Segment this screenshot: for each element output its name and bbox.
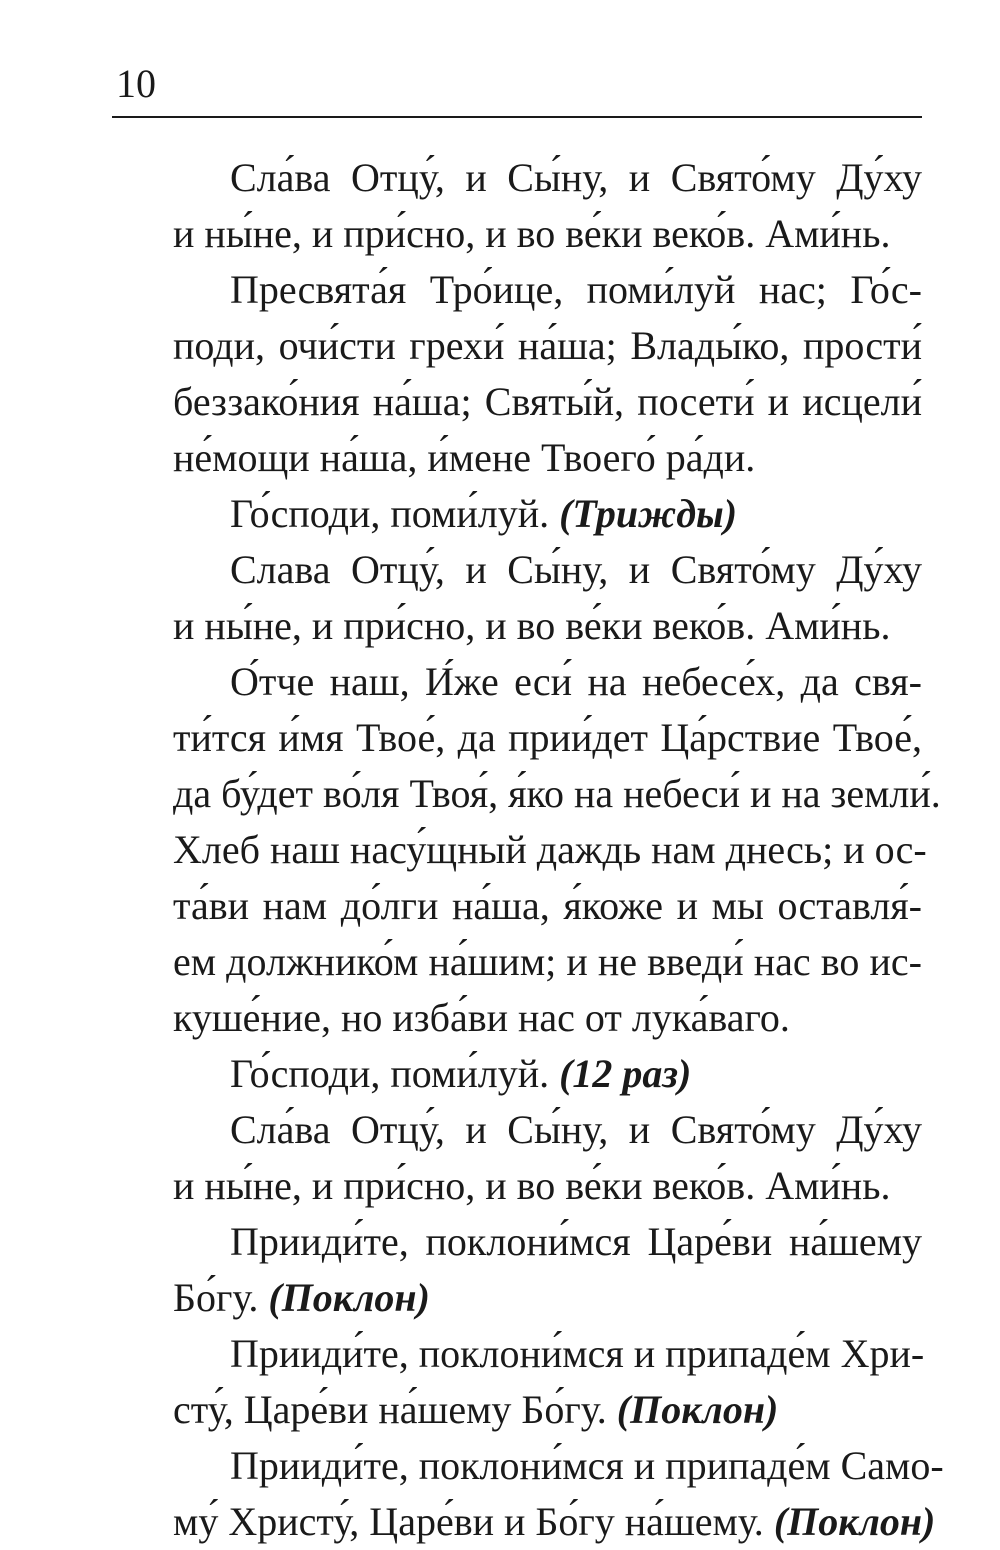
text-line: Сла́ва Отцу́, и Сы́ну, и Свято́му Ду́ху <box>230 155 922 200</box>
paragraph-come-let-us-worship-1 <box>116 1214 922 1326</box>
text-line: Прииди́те, поклони́мся и припаде́м Само- <box>230 1443 944 1488</box>
rubric: (12 раз) <box>559 1051 692 1096</box>
line-text: Го́споди, поми́луй. <box>230 1051 560 1096</box>
line-text: Го́споди, поми́луй. <box>230 491 560 536</box>
paragraph-glory-1 <box>116 150 922 262</box>
page-number: 10 <box>116 61 156 106</box>
line-text: сту́, Царе́ви на́шему Бо́гу. <box>173 1387 617 1432</box>
text-line <box>116 1494 936 1550</box>
text-line <box>116 1382 922 1438</box>
paragraph-come-let-us-worship-2 <box>116 1326 925 1438</box>
header-rule <box>112 116 922 118</box>
rubric: (Трижды) <box>559 491 738 536</box>
text-line: да бу́дет во́ля Твоя́, я́ко на небеси́ и на земли́. <box>173 771 941 816</box>
text-line: Хлеб наш насу́щный даждь нам днесь; и ос- <box>173 827 927 872</box>
paragraph-come-let-us-worship-3 <box>116 1438 944 1550</box>
text-line: ти́тся и́мя Твое́, да прии́дет Ца́рствие Твое́, <box>173 715 922 760</box>
text-line: Пресвята́я Тро́ице, поми́луй нас; Го́с- <box>230 267 922 312</box>
paragraph-holy-trinity <box>116 262 922 486</box>
text-line: та́ви нам до́лги на́ша, я́коже и мы оставля́- <box>173 883 922 928</box>
text-line <box>116 1046 922 1102</box>
text-line: поди, очи́сти грехи́ на́ша; Влады́ко, прости́ <box>173 323 922 368</box>
text-line: не́мощи на́ша, и́мене Твоего́ ра́ди. <box>173 435 756 480</box>
prayer-text <box>116 150 944 1550</box>
text-line: Прииди́те, поклони́мся Царе́ви на́шему <box>230 1219 922 1264</box>
rubric: (Поклон) <box>268 1275 430 1320</box>
text-line: Слава Отцу́, и Сы́ну, и Свято́му Ду́ху <box>230 547 922 592</box>
text-line: и ны́не, и при́сно, и во ве́ки веко́в. Ами́нь. <box>173 211 891 256</box>
text-line: беззако́ния на́ша; Святы́й, посети́ и исцели́ <box>173 379 922 424</box>
text-line: и ны́не, и при́сно, и во ве́ки веко́в. Ами́нь. <box>173 1163 891 1208</box>
text-line <box>116 486 922 542</box>
text-line: куше́ние, но изба́ви нас от лука́ваго. <box>173 995 790 1040</box>
text-line: Прииди́те, поклони́мся и припаде́м Хри- <box>230 1331 925 1376</box>
rubric: (Поклон) <box>616 1387 779 1432</box>
text-line <box>116 1270 922 1326</box>
paragraph-glory-3 <box>116 1102 922 1214</box>
paragraph-lord-have-mercy-thrice <box>116 486 922 542</box>
text-line: Сла́ва Отцу́, и Сы́ну, и Свято́му Ду́ху <box>230 1107 922 1152</box>
line-text: му́ Христу́, Царе́ви и Бо́гу на́шему. <box>173 1499 774 1544</box>
rubric: (Поклон) <box>773 1499 936 1544</box>
text-line: О́тче наш, И́же еси́ на небесе́х, да свя- <box>230 659 922 704</box>
paragraph-lord-have-mercy-12 <box>116 1046 922 1102</box>
paragraph-glory-2 <box>116 542 922 654</box>
paragraph-our-father <box>116 654 941 1046</box>
line-text: Бо́гу. <box>173 1275 269 1320</box>
text-line: ем должнико́м на́шим; и не введи́ нас во ис- <box>173 939 922 984</box>
text-line: и ны́не, и при́сно, и во ве́ки веко́в. Ами́нь. <box>173 603 891 648</box>
